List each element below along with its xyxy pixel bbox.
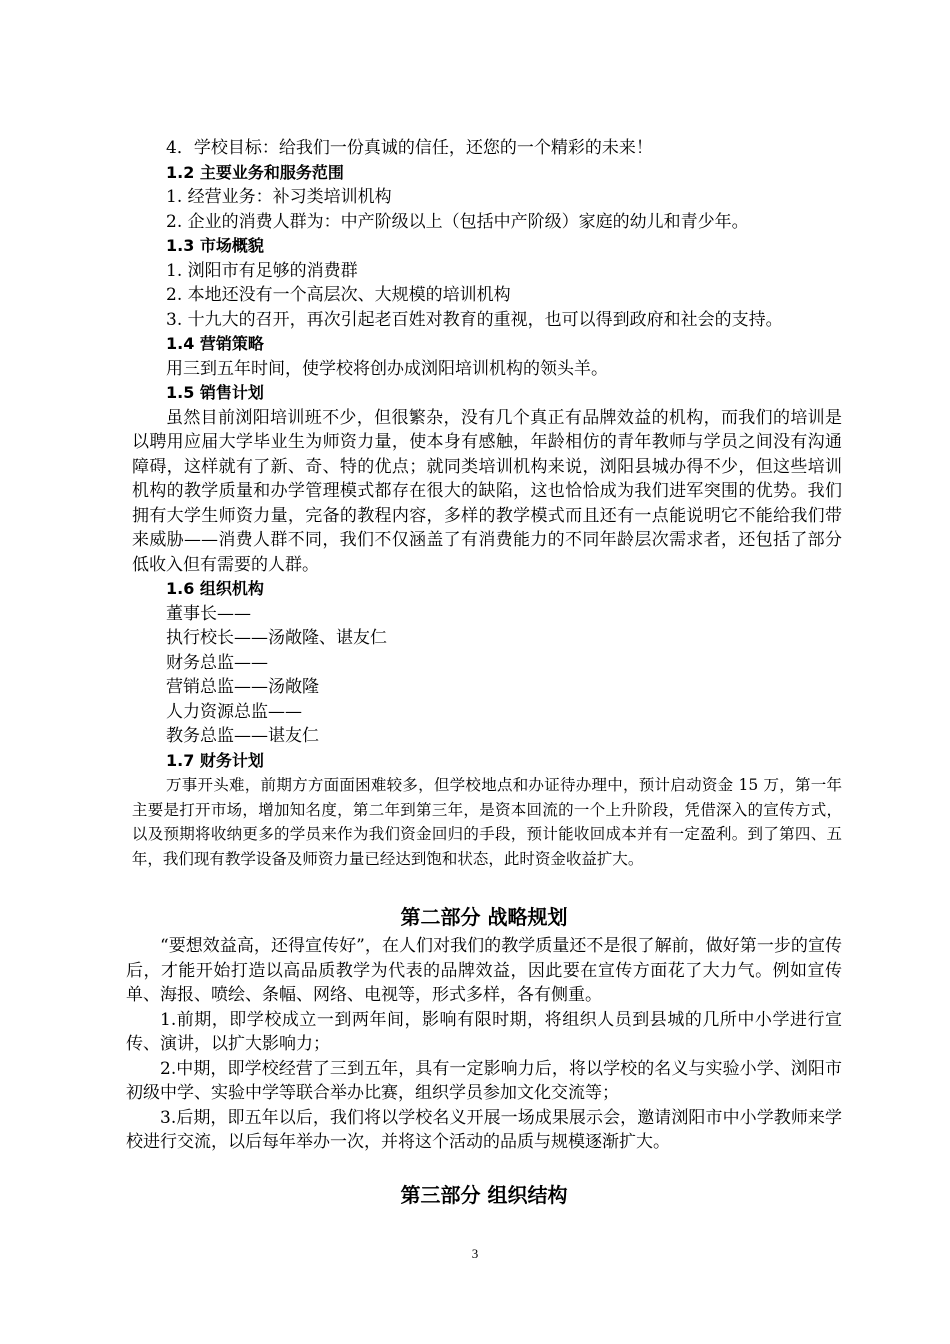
list-item: 2. 本地还没有一个高层次、大规模的培训机构 xyxy=(166,285,511,305)
list-item: 3. 十九大的召开，再次引起老百姓对教育的重视，也可以得到政府和社会的支持。 xyxy=(166,309,783,330)
page-number: 3 xyxy=(471,1246,479,1261)
part-two-paragraph: “要想效益高，还得宣传好”，在人们对我们的教学质量还不是很了解前，做好第一步的宣传后，才能开始打造以高品质教学为代表的品牌效益，因此要在宣传方面花了大力气。例如宣传单、海报、喷绘、条幅、网络、电视等，形式多样，各有侧重。 xyxy=(126,936,842,1005)
org-item: 财务总监—— xyxy=(166,652,268,673)
marketing-strategy-text: 用三到五年时间，使学校将创办成浏阳培训机构的领头羊。 xyxy=(166,358,608,379)
school-goal-line: 4．学校目标：给我们一份真诚的信任，还您的一个精彩的未来！ xyxy=(166,138,653,158)
part-two-section xyxy=(126,902,842,1155)
section-1-5-heading: 1.5 销售计划 xyxy=(166,383,264,402)
part-three-section xyxy=(126,1180,842,1210)
part-two-title: 第二部分 战略规划 xyxy=(400,905,568,929)
list-item: 1. 经营业务：补习类培训机构 xyxy=(166,187,392,207)
section-1-6-heading: 1.6 组织机构 xyxy=(166,579,264,598)
org-item: 人力资源总监—— xyxy=(166,701,302,722)
org-item: 营销总监——汤敞隆 xyxy=(166,677,319,697)
financial-plan-paragraph: 万事开头难，前期方方面面困难较多，但学校地点和办证待办理中，预计启动资金 15 万，第一年主要是打开市场，增加知名度，第二年到第三年，是资本回流的一个上升阶段，凭借深入的宣传方式，以及预期将收纳更多的学员来作为我们资金回归的手段，预计能收回成本并有一定盈利。到了第四、五年，我们现有教学设备及师资力量已经达到饱和状态，此时资金收益扩大。 xyxy=(131,776,842,868)
org-item: 教务总监——谌友仁 xyxy=(166,726,319,746)
part-two-paragraph: 1.前期，即学校成立一到两年间，影响有限时期，将组织人员到县城的几所中小学进行宣传、演讲，以扩大影响力； xyxy=(126,1009,842,1054)
part-three-title: 第三部分 组织结构 xyxy=(400,1183,568,1207)
section-1-3-heading: 1.3 市场概貌 xyxy=(166,236,264,255)
section-1-2-heading: 1.2 主要业务和服务范围 xyxy=(166,162,344,182)
page-content xyxy=(131,136,842,871)
list-item: 2. 企业的消费人群为：中产阶级以上（包括中产阶级）家庭的幼儿和青少年。 xyxy=(166,211,749,232)
section-1-7-heading: 1.7 财务计划 xyxy=(166,750,264,770)
part-two-paragraph: 2.中期，即学校经营了三到五年，具有一定影响力后，将以学校的名义与实验小学、浏阳市初级中学、实验中学等联合举办比赛，组织学员参加文化交流等； xyxy=(126,1058,842,1103)
org-item: 执行校长——汤敞隆、谌友仁 xyxy=(166,628,387,648)
sales-plan-paragraph: 虽然目前浏阳培训班不少，但很繁杂，没有几个真正有品牌效益的机构，而我们的培训是以聘用应届大学毕业生为师资力量，使本身有感触，年龄相仿的青年教师与学员之间没有沟通障碍，这样就有了新、奇、特的优点；就同类培训机构来说，浏阳县城办得不少，但这些培训机构的教学质量和办学管理模式都存在很大的缺陷，这也恰恰成为我们进军突围的优势。我们拥有大学生师资力量，完备的教程内容，多样的教学模式而且还有一点能说明它不能给我们带来威胁——消费人群不同，我们不仅涵盖了有消费能力的不同年龄层次需求者，还包括了部分低收入但有需要的人群。 xyxy=(132,407,842,575)
part-two-paragraph: 3.后期，即五年以后，我们将以学校名义开展一场成果展示会，邀请浏阳市中小学教师来学校进行交流，以后每年举办一次，并将这个活动的品质与规模逐渐扩大。 xyxy=(126,1107,842,1152)
list-item: 1. 浏阳市有足够的消费群 xyxy=(166,260,358,281)
section-1-4-heading: 1.4 营销策略 xyxy=(166,334,264,353)
org-item: 董事长—— xyxy=(166,603,251,624)
